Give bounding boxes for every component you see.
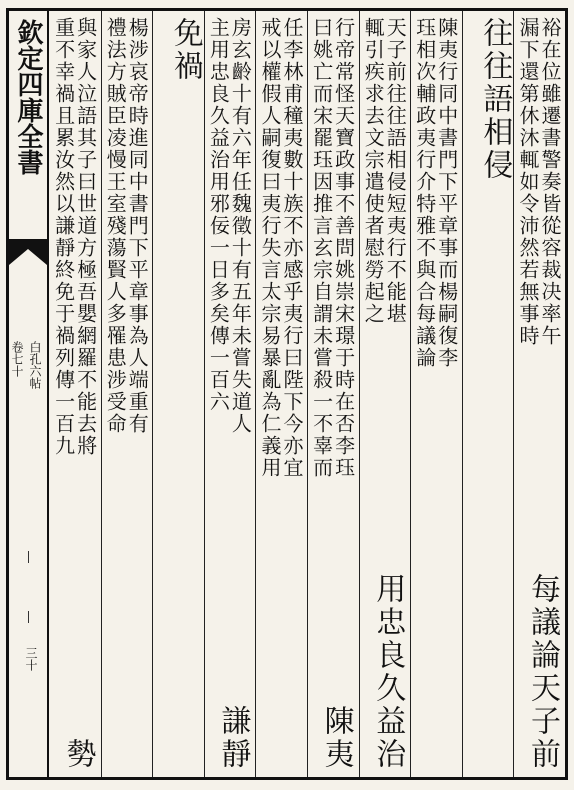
text-line: 禮法方賊臣凌慢王室殘蕩賢人多罹患涉受命 bbox=[103, 17, 128, 435]
text-column bbox=[101, 11, 153, 777]
text-line: 天子前往往語相侵短夷行不能堪 bbox=[383, 17, 408, 325]
headword-text: 用忠良久益治 bbox=[370, 573, 406, 771]
text-line: 陳夷行同中書門下平章事而楊嗣復李 bbox=[434, 17, 459, 369]
text-line: 與家人泣語其子曰世道方極吾嬰網羅不能去將 bbox=[73, 17, 98, 457]
text-line: 戒以權假人嗣復曰夷行失言太宗易暴亂為仁義用 bbox=[257, 17, 282, 479]
headword-text: 勢 bbox=[60, 738, 96, 771]
text-line: 輒引疾求去文宗遣使者慰勞起之 bbox=[361, 17, 386, 325]
text-column bbox=[307, 11, 359, 777]
text-column bbox=[513, 11, 565, 777]
volume-label: 卷七十 bbox=[10, 341, 24, 377]
headword-text: 陳夷 bbox=[318, 705, 354, 771]
page-number: 三十 bbox=[24, 647, 38, 671]
headword-text: 每議論天子前 bbox=[524, 573, 560, 771]
text-line: 裕在位雖遷書警奏皆從容裁决率午 bbox=[537, 17, 562, 347]
text-line: 曰姚亡而宋罷珏因推言玄宗自謂未嘗殺一不辜而 bbox=[309, 17, 334, 479]
text-line: 行帝常怪天寶政事不善問姚崇宋璟于時在否李珏 bbox=[331, 17, 356, 479]
page-margin bbox=[9, 11, 49, 777]
fish-tail-mark-icon bbox=[9, 239, 47, 265]
text-line: 楊涉哀帝時進同中書門下平章事為人端重有 bbox=[125, 17, 150, 435]
page-border bbox=[6, 8, 568, 780]
book-name-label: 白孔六帖 bbox=[28, 341, 42, 389]
text-line: 主用忠良久益治用邪佞一日多矣傳一百六 bbox=[206, 17, 231, 413]
margin-tick bbox=[28, 551, 29, 563]
text-line: 免禍 bbox=[167, 17, 203, 83]
text-line: 重不幸禍且累汝然以謙靜終免于禍列傳一百九 bbox=[51, 17, 76, 457]
text-column bbox=[410, 11, 462, 777]
text-column bbox=[255, 11, 307, 777]
text-line: 往往語相侵 bbox=[477, 17, 513, 182]
text-column bbox=[359, 11, 411, 777]
text-line: 漏下還第休沐輒如令沛然若無事時 bbox=[515, 17, 540, 347]
text-column bbox=[462, 11, 514, 777]
text-line: 任李林甫穜夷數十族不亦感乎夷行曰陛下今亦宜 bbox=[279, 17, 304, 479]
text-line: 房玄齡十有六年任魏徵十有五年未嘗失道人 bbox=[228, 17, 253, 435]
margin-tick bbox=[28, 611, 29, 623]
text-column bbox=[152, 11, 204, 777]
text-column bbox=[204, 11, 256, 777]
text-line: 珏相次輔政夷行介特雅不與合每議論 bbox=[412, 17, 437, 369]
headword-text: 謙靜 bbox=[215, 705, 251, 771]
text-column bbox=[49, 11, 101, 777]
text-body bbox=[49, 11, 565, 777]
book-title: 欽定四庫全書 bbox=[13, 19, 43, 175]
